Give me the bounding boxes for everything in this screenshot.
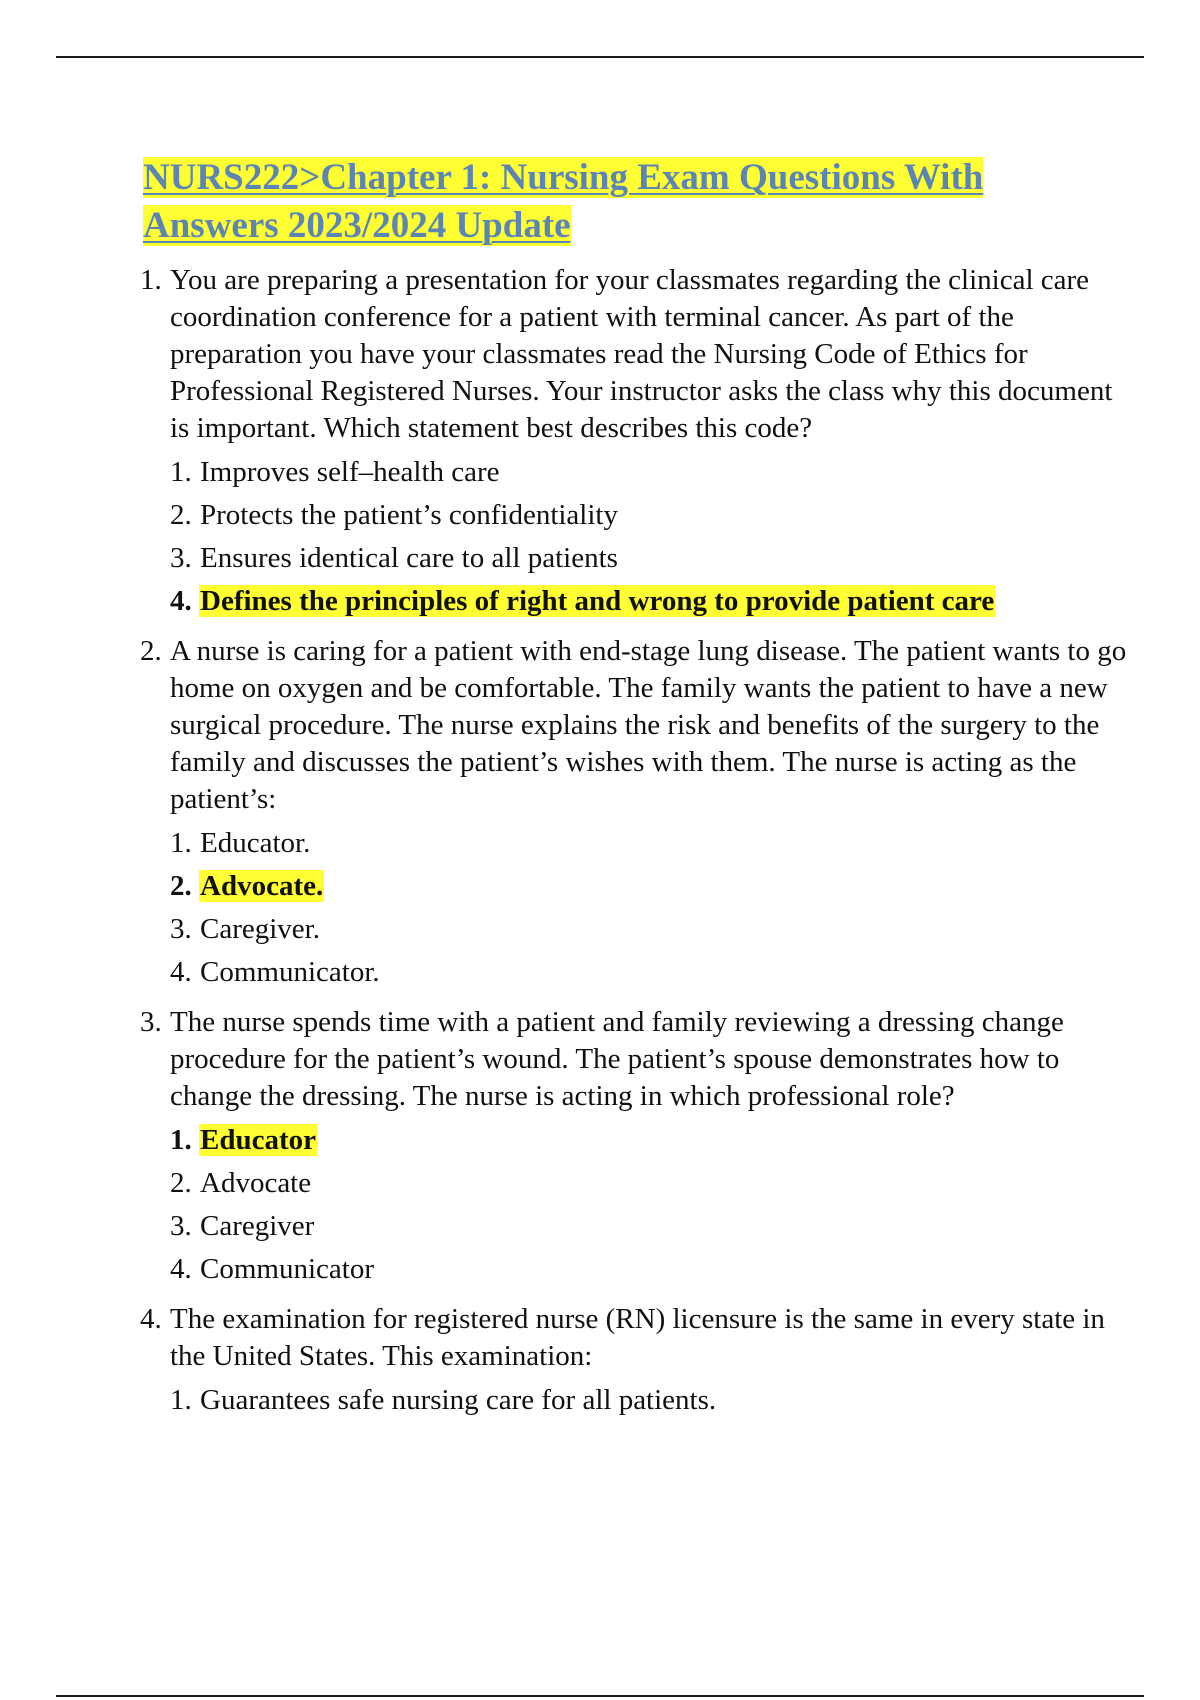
answer-option — [170, 1379, 1100, 1422]
question-number: 1. — [140, 264, 162, 296]
answer-option-correct — [170, 1119, 1100, 1162]
page-title-text: NURS222>Chapter 1: Nursing Exam Questions With Answers 2023/2024 Update — [143, 157, 984, 246]
answer-option — [170, 822, 1100, 865]
answer-option — [170, 1162, 1100, 1205]
answer-option-correct — [170, 865, 1100, 908]
option-text: Educator — [200, 1124, 316, 1156]
option-text: Educator. — [200, 827, 311, 859]
option-number: 1. — [170, 1384, 192, 1416]
question-text: You are preparing a presentation for your classmates regarding the clinical care coordination conference for a patient with terminal cancer. As part of the preparation you have your classmates read the Nursing Code of Ethics for Professional Registered Nurses. Your instructor asks the class why this document is important. Which statement best describes this code? — [170, 264, 1113, 444]
option-text: Communicator — [200, 1253, 374, 1285]
option-text: Defines the principles of right and wrong to provide patient care — [200, 585, 995, 617]
question-text: The nurse spends time with a patient and family reviewing a dressing change procedure for the patient’s wound. The patient’s spouse demonstrates how to change the dressing. The nurse is acting in which professional role? — [170, 1006, 1064, 1112]
option-number: 3. — [170, 542, 192, 574]
option-text: Advocate. — [200, 870, 324, 902]
answer-options — [170, 1119, 1100, 1291]
option-number: 1. — [170, 827, 192, 859]
option-number: 2. — [170, 1167, 192, 1199]
question-number: 3. — [140, 1006, 162, 1038]
answer-option — [170, 908, 1100, 951]
question-number: 2. — [140, 635, 162, 667]
answer-option — [170, 537, 1100, 580]
option-text: Guarantees safe nursing care for all patients. — [200, 1384, 717, 1416]
option-number: 1. — [170, 1124, 192, 1156]
answer-options — [170, 1379, 1100, 1422]
option-text: Ensures identical care to all patients — [200, 542, 618, 574]
option-number: 4. — [170, 956, 192, 988]
question-item — [140, 633, 1127, 994]
question-item — [140, 1301, 1105, 1422]
top-rule — [56, 56, 1144, 58]
answer-options — [170, 822, 1100, 994]
option-text: Caregiver — [200, 1210, 315, 1242]
bottom-rule — [56, 1695, 1144, 1697]
option-text: Advocate — [200, 1167, 312, 1199]
answer-option — [170, 494, 1100, 537]
option-number: 2. — [170, 499, 192, 531]
option-number: 4. — [170, 585, 192, 617]
answer-option-correct — [170, 580, 1100, 623]
answer-option — [170, 951, 1100, 994]
question-item — [140, 1004, 1100, 1291]
question-text: The examination for registered nurse (RN) licensure is the same in every state in the United States. This examination: — [170, 1303, 1105, 1372]
page-title — [143, 154, 1103, 250]
option-text: Protects the patient’s confidentiality — [200, 499, 618, 531]
option-number: 3. — [170, 913, 192, 945]
question-item — [140, 262, 1113, 623]
answer-option — [170, 1205, 1100, 1248]
option-number: 3. — [170, 1210, 192, 1242]
option-number: 1. — [170, 456, 192, 488]
answer-options — [170, 451, 1100, 623]
question-text: A nurse is caring for a patient with end-stage lung disease. The patient wants to go home on oxygen and be comfortable. The family wants the patient to have a new surgical procedure. The nurse explains the risk and benefits of the surgery to the family and discusses the patient’s wishes with them. The nurse is acting as the patient’s: — [170, 635, 1127, 815]
answer-option — [170, 1248, 1100, 1291]
option-text: Communicator. — [200, 956, 380, 988]
option-text: Caregiver. — [200, 913, 320, 945]
option-number: 4. — [170, 1253, 192, 1285]
option-text: Improves self–health care — [200, 456, 500, 488]
question-list — [140, 262, 1127, 1432]
option-number: 2. — [170, 870, 192, 902]
answer-option — [170, 451, 1100, 494]
question-number: 4. — [140, 1303, 162, 1335]
